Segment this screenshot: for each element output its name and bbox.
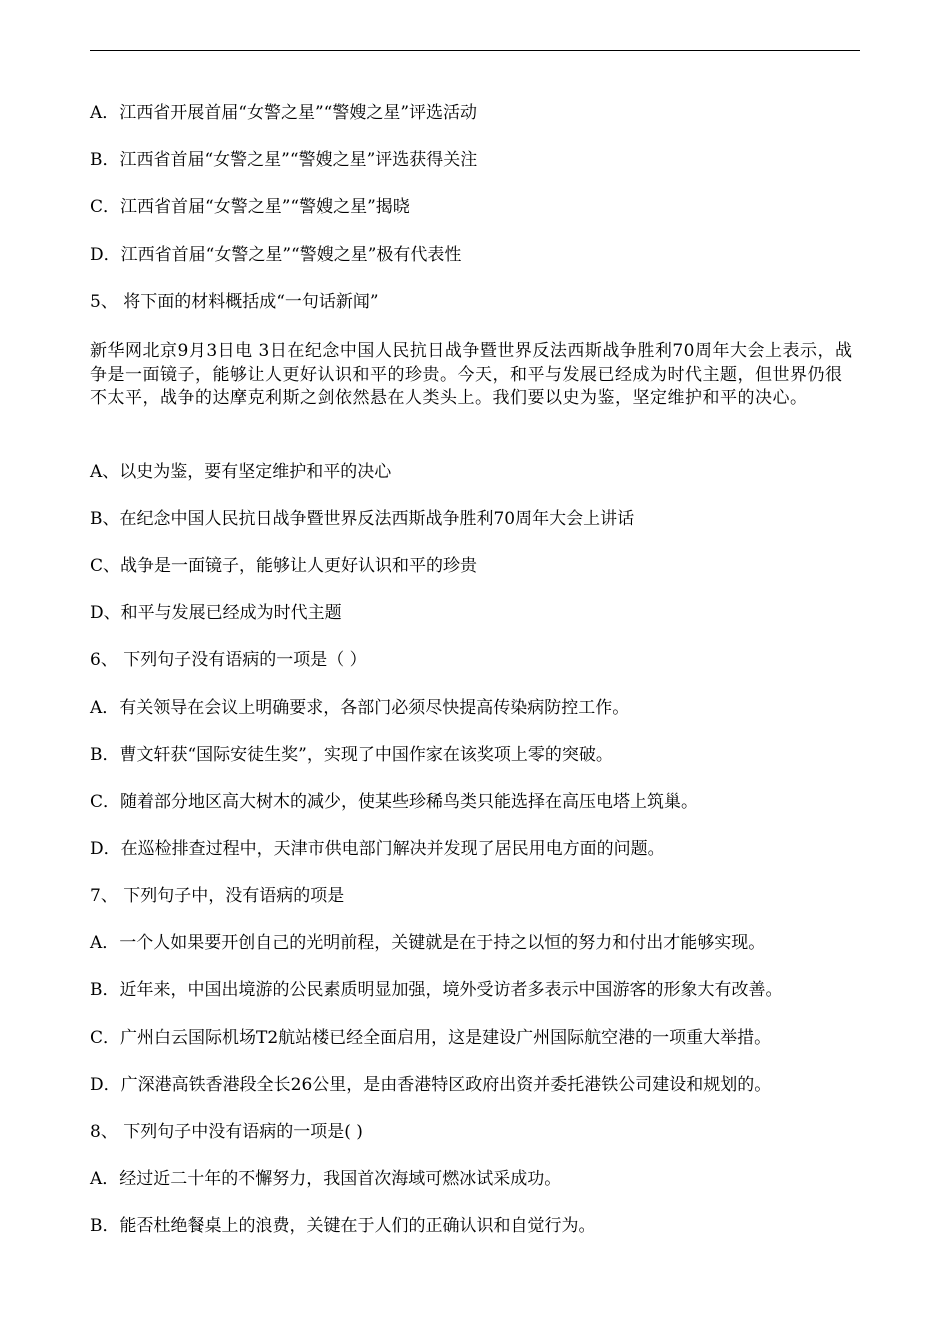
q7-option-c: C．广州白云国际机场T2航站楼已经全面启用，这是建设广州国际航空港的一项重大举措。 — [90, 1028, 772, 1048]
q7-option-d: D．广深港高铁香港段全长26公里，是由香港特区政府出资并委托港铁公司建设和规划的。 — [90, 1075, 772, 1095]
q8-option-b: B．能否杜绝餐桌上的浪费，关键在于人们的正确认识和自觉行为。 — [90, 1216, 596, 1236]
q4-option-a: A．江西省开展首届“女警之星”“警嫂之星”评选活动 — [90, 103, 478, 123]
q7-stem: 7、 下列句子中，没有语病的项是 — [90, 886, 345, 906]
q5-option-c: C、战争是一面镜子，能够让人更好认识和平的珍贵 — [90, 556, 478, 576]
q5-option-b: B、在纪念中国人民抗日战争暨世界反法西斯战争胜利70周年大会上讲话 — [90, 509, 635, 529]
q6-option-c: C．随着部分地区高大树木的减少，使某些珍稀鸟类只能选择在高压电塔上筑巢。 — [90, 792, 699, 812]
q4-option-b: B．江西省首届“女警之星”“警嫂之星”评选获得关注 — [90, 150, 478, 170]
q5-material: 新华网北京9月3日电 3日在纪念中国人民抗日战争暨世界反法西斯战争胜利70周年大会上表示，战争是一面镜子，能够让人更好认识和平的珍贵。今天，和平与发展已经成为时代主题，但世界仍很不太平，战争的达摩克利斯之剑依然悬在人类头上。我们要以史为鉴，坚定维护和平的决心。 — [90, 341, 853, 408]
q6-option-a: A．有关领导在会议上明确要求，各部门必须尽快提高传染病防控工作。 — [90, 698, 630, 718]
q7-option-b: B．近年来，中国出境游的公民素质明显加强，境外受访者多表示中国游客的形象大有改善。 — [90, 980, 783, 1000]
q7-option-a: A．一个人如果要开创自己的光明前程，关键就是在于持之以恒的努力和付出才能够实现。 — [90, 933, 766, 953]
q4-option-c: C．江西省首届“女警之星”“警嫂之星”揭晓 — [90, 197, 410, 217]
q6-option-d: D．在巡检排查过程中，天津市供电部门解决并发现了居民用电方面的问题。 — [90, 839, 665, 859]
q8-option-a: A．经过近二十年的不懈努力，我国首次海域可燃冰试采成功。 — [90, 1169, 562, 1189]
q5-stem: 5、 将下面的材料概括成“一句话新闻” — [90, 292, 379, 312]
q4-option-d: D．江西省首届“女警之星”“警嫂之星”极有代表性 — [90, 245, 462, 265]
q8-stem: 8、 下列句子中没有语病的一项是( ) — [90, 1122, 363, 1142]
q6-stem: 6、 下列句子没有语病的一项是（ ） — [90, 650, 367, 670]
header-rule — [90, 50, 860, 51]
q5-option-a: A、以史为鉴，要有坚定维护和平的决心 — [90, 462, 392, 482]
q5-option-d: D、和平与发展已经成为时代主题 — [90, 603, 342, 623]
q6-option-b: B．曹文轩获“国际安徒生奖”，实现了中国作家在该奖项上零的突破。 — [90, 745, 613, 765]
